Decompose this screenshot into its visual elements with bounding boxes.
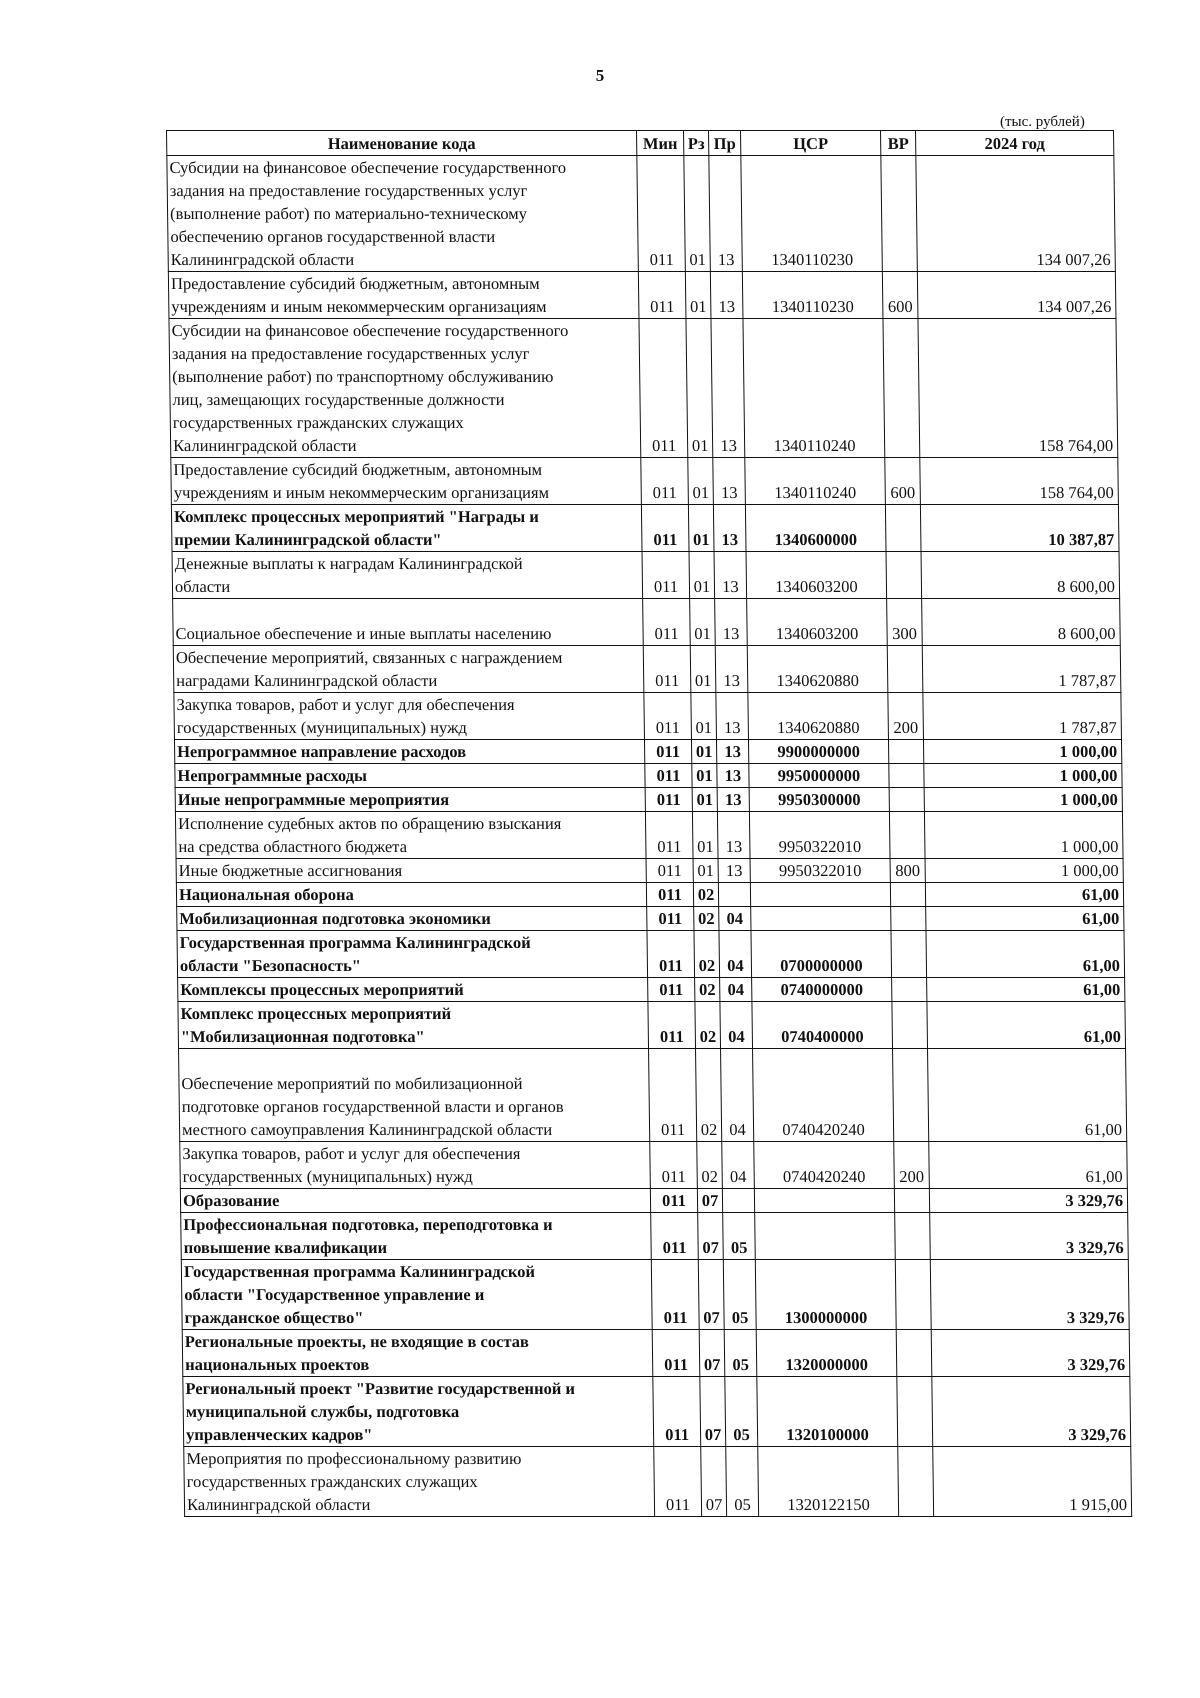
col-header-year: 2024 год — [916, 131, 1114, 156]
row-rz: 02 — [694, 931, 720, 978]
row-amount: 61,00 — [925, 883, 1123, 907]
row-pr: 13 — [717, 788, 749, 812]
row-pr — [722, 1189, 754, 1213]
row-min: 011 — [647, 931, 695, 978]
row-csr: 9900000000 — [748, 740, 888, 764]
table-row — [175, 812, 1123, 859]
row-amount: 1 787,87 — [922, 646, 1121, 693]
table-row — [176, 883, 1123, 907]
row-name: Региональные проекты, не входящие в состав национальных проектов — [182, 1330, 653, 1377]
row-csr — [754, 1189, 894, 1213]
table-row — [171, 505, 1119, 552]
col-header-rz: Рз — [684, 131, 709, 156]
table-row — [175, 764, 1122, 788]
row-min: 011 — [654, 1447, 702, 1517]
col-header-vr: ВР — [881, 131, 916, 156]
row-pr: 05 — [726, 1447, 759, 1517]
row-pr: 05 — [723, 1260, 756, 1330]
row-vr — [896, 1330, 932, 1377]
row-min: 011 — [652, 1330, 700, 1377]
row-amount: 158 764,00 — [918, 319, 1118, 458]
row-csr: 9950300000 — [749, 788, 889, 812]
row-name: Комплекс процессных мероприятий "Награды и премии Калининградской области" — [171, 505, 642, 552]
row-rz: 01 — [691, 693, 717, 740]
row-name: Комплексы процессных мероприятий — [178, 978, 648, 1002]
table-row — [174, 740, 1121, 764]
row-csr — [751, 907, 891, 931]
row-pr: 13 — [710, 272, 743, 319]
table-row — [176, 859, 1123, 883]
row-csr: 9950322010 — [750, 859, 890, 883]
row-rz: 01 — [688, 505, 714, 552]
row-vr — [888, 740, 923, 764]
row-amount: 61,00 — [929, 1142, 1128, 1189]
row-rz: 01 — [693, 859, 718, 883]
table-row — [169, 319, 1118, 458]
row-name: Непрограммное направление расходов — [174, 740, 644, 764]
row-csr: 1340603200 — [747, 599, 888, 646]
row-amount: 61,00 — [927, 978, 1125, 1002]
row-name: Мероприятия по профессиональному развитию государственных гражданских служащих Калининградской области — [184, 1447, 655, 1517]
row-min: 011 — [648, 1002, 696, 1049]
row-pr: 13 — [713, 505, 746, 552]
row-min: 011 — [648, 978, 695, 1002]
row-rz: 01 — [692, 788, 717, 812]
row-min: 011 — [639, 319, 688, 458]
row-amount: 1 000,00 — [924, 764, 1122, 788]
row-vr — [883, 319, 920, 458]
row-vr — [885, 505, 921, 552]
row-name: Национальная оборона — [176, 883, 646, 907]
table-row — [183, 1377, 1131, 1447]
row-rz: 01 — [692, 812, 718, 859]
row-pr: 04 — [722, 1142, 755, 1189]
row-min: 011 — [641, 505, 689, 552]
table-row — [180, 1142, 1128, 1189]
row-rz: 02 — [693, 883, 718, 907]
row-vr — [889, 788, 924, 812]
row-min: 011 — [641, 458, 689, 505]
row-vr — [891, 931, 927, 978]
row-name: Профессиональная подготовка, переподготовка и повышение квалификации — [181, 1213, 652, 1260]
row-rz: 02 — [695, 978, 720, 1002]
row-min: 011 — [645, 764, 692, 788]
table-row — [178, 1002, 1126, 1049]
row-name: Субсидии на финансовое обеспечение государственного задания на предоставление государственных услуг (выполнение работ) по транспортному обслуживанию лиц, замещающих государственные должности государственных гражданских служащих Калининградской области — [169, 319, 641, 458]
row-amount: 61,00 — [927, 1002, 1126, 1049]
row-vr — [894, 1189, 929, 1213]
row-pr: 13 — [717, 764, 749, 788]
table-row — [175, 788, 1122, 812]
row-amount: 8 600,00 — [921, 552, 1120, 599]
table-row — [167, 156, 1116, 272]
table-body — [167, 156, 1132, 1517]
row-name: Государственная программа Калининградской области "Безопасность" — [177, 931, 648, 978]
row-min: 011 — [638, 272, 686, 319]
row-vr — [895, 1213, 931, 1260]
table-row — [177, 907, 1124, 931]
row-vr — [893, 1049, 929, 1142]
table-row — [168, 272, 1116, 319]
row-min: 011 — [653, 1377, 701, 1447]
row-vr — [898, 1447, 934, 1517]
row-rz: 07 — [701, 1447, 727, 1517]
table-row — [173, 599, 1121, 646]
row-name: Иные бюджетные ассигнования — [176, 859, 646, 883]
row-pr: 13 — [709, 156, 743, 272]
row-pr: 13 — [711, 319, 745, 458]
page-number: 5 — [595, 66, 605, 85]
row-rz: 07 — [697, 1189, 722, 1213]
units-label: (тыс. рублей) — [1000, 114, 1085, 130]
row-min: 011 — [651, 1213, 699, 1260]
row-rz: 02 — [697, 1142, 723, 1189]
row-vr — [887, 646, 923, 693]
row-amount: 10 387,87 — [920, 505, 1119, 552]
row-csr: 1340110230 — [742, 272, 883, 319]
row-name: Иные непрограммные мероприятия — [175, 788, 645, 812]
row-csr — [755, 1213, 896, 1260]
row-min: 011 — [645, 788, 692, 812]
table-row — [171, 458, 1119, 505]
row-min: 011 — [644, 693, 692, 740]
row-rz: 07 — [698, 1213, 724, 1260]
row-csr: 0740000000 — [752, 978, 892, 1002]
row-min: 011 — [644, 740, 691, 764]
row-min: 011 — [647, 907, 694, 931]
table-row — [177, 931, 1125, 978]
row-name: Закупка товаров, работ и услуг для обеспечения государственных (муниципальных) нужд — [174, 693, 645, 740]
row-csr: 1340603200 — [746, 552, 887, 599]
row-pr: 13 — [715, 599, 748, 646]
row-rz: 01 — [684, 156, 711, 272]
row-rz: 07 — [699, 1330, 725, 1377]
row-rz: 01 — [685, 272, 711, 319]
row-amount: 8 600,00 — [922, 599, 1121, 646]
row-amount: 134 007,26 — [917, 272, 1116, 319]
table-row — [181, 1260, 1129, 1330]
col-header-pr: Пр — [709, 131, 741, 156]
row-name: Субсидии на финансовое обеспечение государственного задания на предоставление государственных услуг (выполнение работ) по материально-техническому обеспечению органов государственной власти Калининградской области — [167, 156, 639, 272]
row-pr: 13 — [716, 693, 749, 740]
row-name: Закупка товаров, работ и услуг для обеспечения государственных (муниципальных) нужд — [180, 1142, 651, 1189]
table-row — [173, 646, 1121, 693]
row-vr — [892, 1002, 928, 1049]
row-pr: 13 — [713, 458, 746, 505]
table-row — [180, 1189, 1127, 1213]
row-min: 011 — [646, 883, 693, 907]
row-amount: 61,00 — [926, 931, 1125, 978]
row-vr — [895, 1260, 931, 1330]
row-name: Непрограммные расходы — [175, 764, 645, 788]
row-min: 011 — [643, 646, 691, 693]
row-name: Региональный проект "Развитие государственной и муниципальной службы, подготовка управленческих кадров" — [183, 1377, 654, 1447]
row-amount: 61,00 — [926, 907, 1124, 931]
row-rz: 07 — [698, 1260, 724, 1330]
row-amount: 134 007,26 — [916, 156, 1116, 272]
row-name: Комплекс процессных мероприятий "Мобилизационная подготовка" — [178, 1002, 649, 1049]
row-min: 011 — [649, 1049, 697, 1142]
col-header-name: Наименование кода — [167, 131, 637, 156]
row-pr: 04 — [720, 1002, 753, 1049]
row-amount: 1 000,00 — [924, 788, 1122, 812]
row-pr: 05 — [723, 1213, 756, 1260]
row-vr: 200 — [894, 1142, 930, 1189]
row-vr — [892, 978, 927, 1002]
row-min: 011 — [643, 599, 691, 646]
row-name: Исполнение судебных актов по обращению взыскания на средства областного бюджета — [175, 812, 646, 859]
row-csr: 1320000000 — [756, 1330, 897, 1377]
row-pr: 04 — [721, 1049, 754, 1142]
row-min: 011 — [637, 156, 686, 272]
row-name: Обеспечение мероприятий, связанных с награждением наградами Калининградской области — [173, 646, 644, 693]
row-pr: 13 — [718, 859, 750, 883]
row-pr: 13 — [715, 646, 748, 693]
row-min: 011 — [642, 552, 690, 599]
row-csr: 1340110240 — [745, 458, 886, 505]
row-csr: 1340600000 — [745, 505, 886, 552]
row-name: Мобилизационная подготовка экономики — [177, 907, 647, 931]
row-csr: 1300000000 — [755, 1260, 896, 1330]
row-name: Социальное обеспечение и иные выплаты населению — [173, 599, 644, 646]
row-min: 011 — [646, 859, 693, 883]
row-min: 011 — [650, 1142, 698, 1189]
row-rz: 01 — [689, 552, 715, 599]
row-csr: 0740420240 — [754, 1142, 895, 1189]
row-pr: 04 — [719, 907, 751, 931]
col-header-min: Мин — [637, 131, 684, 156]
row-name: Предоставление субсидий бюджетным, автономным учреждениям и иным некоммерческим организациям — [168, 272, 639, 319]
row-pr: 13 — [717, 812, 750, 859]
table-row — [178, 978, 1125, 1002]
row-vr: 600 — [885, 458, 921, 505]
row-name: Государственная программа Калининградской области "Государственное управление и гражданское общество" — [181, 1260, 652, 1330]
row-name: Денежные выплаты к наградам Калининградской области — [172, 552, 643, 599]
row-csr: 1340110240 — [743, 319, 885, 458]
row-amount: 3 329,76 — [930, 1260, 1129, 1330]
row-csr: 9950000000 — [749, 764, 889, 788]
row-pr: 04 — [719, 931, 752, 978]
row-rz: 02 — [696, 1049, 722, 1142]
row-rz: 07 — [700, 1377, 726, 1447]
row-amount: 3 329,76 — [932, 1377, 1131, 1447]
row-amount: 158 764,00 — [920, 458, 1119, 505]
row-vr: 200 — [888, 693, 924, 740]
row-csr: 9950322010 — [749, 812, 890, 859]
row-vr: 300 — [887, 599, 923, 646]
row-amount: 3 329,76 — [930, 1213, 1129, 1260]
row-pr: 13 — [716, 740, 748, 764]
row-min: 011 — [645, 812, 693, 859]
row-rz: 01 — [691, 740, 716, 764]
row-vr — [897, 1377, 933, 1447]
table-row — [174, 693, 1122, 740]
row-vr — [886, 552, 922, 599]
row-name: Образование — [180, 1189, 650, 1213]
row-csr — [750, 883, 890, 907]
table-row — [184, 1447, 1132, 1517]
table-row — [181, 1213, 1129, 1260]
row-csr: 1340620880 — [747, 646, 888, 693]
row-rz: 01 — [690, 599, 716, 646]
row-pr: 05 — [724, 1330, 757, 1377]
row-amount: 1 000,00 — [923, 740, 1121, 764]
row-rz: 01 — [688, 458, 714, 505]
row-vr: 800 — [890, 859, 925, 883]
row-amount: 1 000,00 — [924, 812, 1123, 859]
row-csr: 0740420240 — [753, 1049, 894, 1142]
row-csr: 0700000000 — [751, 931, 892, 978]
row-vr — [881, 156, 918, 272]
row-vr — [889, 812, 925, 859]
row-name: Предоставление субсидий бюджетным, автономным учреждениям и иным некоммерческим организациям — [171, 458, 642, 505]
row-min: 011 — [651, 1260, 699, 1330]
budget-table — [166, 130, 1132, 1517]
row-pr — [718, 883, 750, 907]
row-csr: 1320100000 — [757, 1377, 898, 1447]
col-header-csr: ЦСР — [741, 131, 881, 156]
row-pr: 13 — [714, 552, 747, 599]
row-csr: 1320122150 — [758, 1447, 899, 1517]
row-vr — [890, 883, 925, 907]
row-csr: 0740400000 — [752, 1002, 893, 1049]
row-vr — [891, 907, 926, 931]
row-csr: 1340620880 — [748, 693, 889, 740]
row-pr: 04 — [720, 978, 752, 1002]
row-amount: 1 000,00 — [925, 859, 1123, 883]
row-name: Обеспечение мероприятий по мобилизационной подготовке органов государственной власти и органов местного самоуправления Калининградской области — [179, 1049, 650, 1142]
row-rz: 02 — [695, 1002, 721, 1049]
row-csr: 1340110230 — [741, 156, 883, 272]
row-vr: 600 — [882, 272, 918, 319]
table-row — [179, 1049, 1127, 1142]
table-row — [182, 1330, 1130, 1377]
row-vr — [889, 764, 924, 788]
row-rz: 01 — [686, 319, 713, 458]
row-amount: 61,00 — [928, 1049, 1127, 1142]
row-amount: 3 329,76 — [929, 1189, 1127, 1213]
table-header-row — [167, 131, 1114, 156]
table-row — [172, 552, 1120, 599]
row-min: 011 — [650, 1189, 697, 1213]
row-amount: 1 787,87 — [923, 693, 1122, 740]
row-rz: 02 — [694, 907, 719, 931]
row-amount: 1 915,00 — [933, 1447, 1132, 1517]
row-pr: 05 — [725, 1377, 758, 1447]
row-amount: 3 329,76 — [931, 1330, 1130, 1377]
row-rz: 01 — [692, 764, 717, 788]
row-rz: 01 — [690, 646, 716, 693]
